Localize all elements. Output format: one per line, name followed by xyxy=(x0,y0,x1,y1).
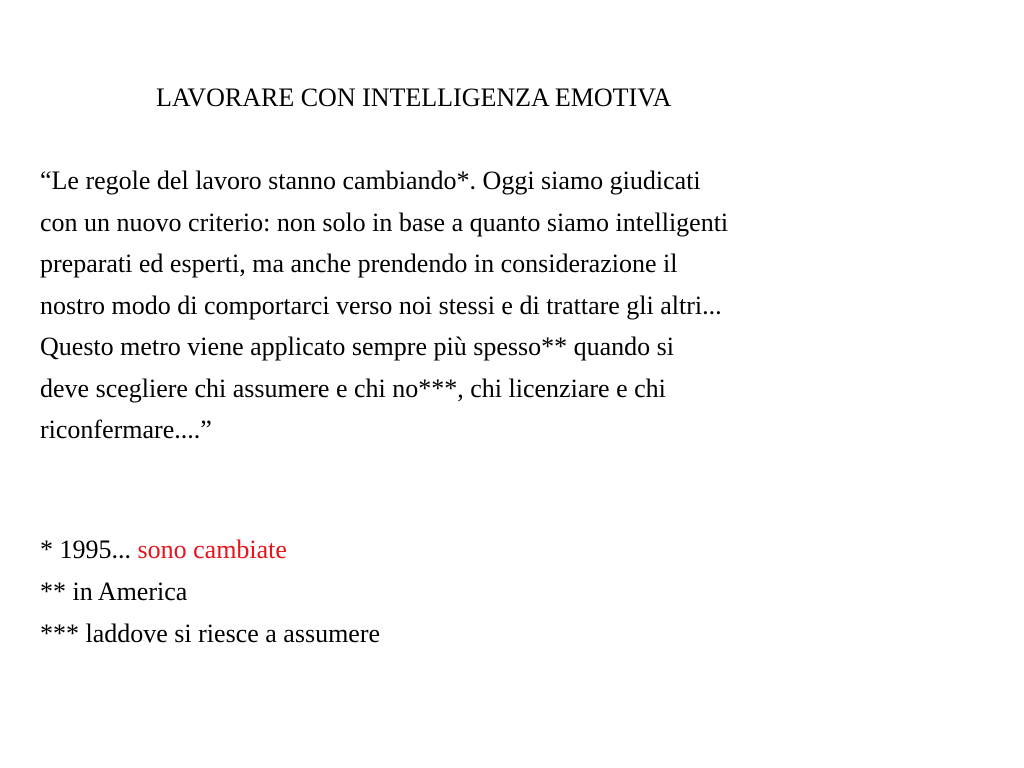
footnote-1-highlight: sono cambiate xyxy=(137,535,287,564)
quote-line: deve scegliere chi assumere e chi no***, chi licenziare e chi xyxy=(40,373,666,403)
footnote-2: ** in America xyxy=(40,577,188,606)
quote-paragraph xyxy=(40,160,1000,451)
quote-line: preparati ed esperti, ma anche prendendo in considerazione il xyxy=(40,249,678,278)
quote-line: riconfermare....” xyxy=(40,415,212,444)
slide-title: LAVORARE CON INTELLIGENZA EMOTIVA xyxy=(156,83,672,112)
quote-line: “Le regole del lavoro stanno cambiando*. Oggi siamo giudicati xyxy=(40,166,701,195)
footnote-1 xyxy=(40,529,380,571)
quote-line: con un nuovo criterio: non solo in base a quanto siamo intelligenti xyxy=(40,207,729,237)
quote-line: Questo metro viene applicato sempre più spesso** quando si xyxy=(40,332,674,361)
footnote-3: *** laddove si riesce a assumere xyxy=(40,619,381,648)
footnotes xyxy=(40,529,380,655)
quote-line: nostro modo di comportarci verso noi stessi e di trattare gli altri... xyxy=(40,290,722,320)
footnote-1-prefix: * 1995... xyxy=(40,535,138,564)
